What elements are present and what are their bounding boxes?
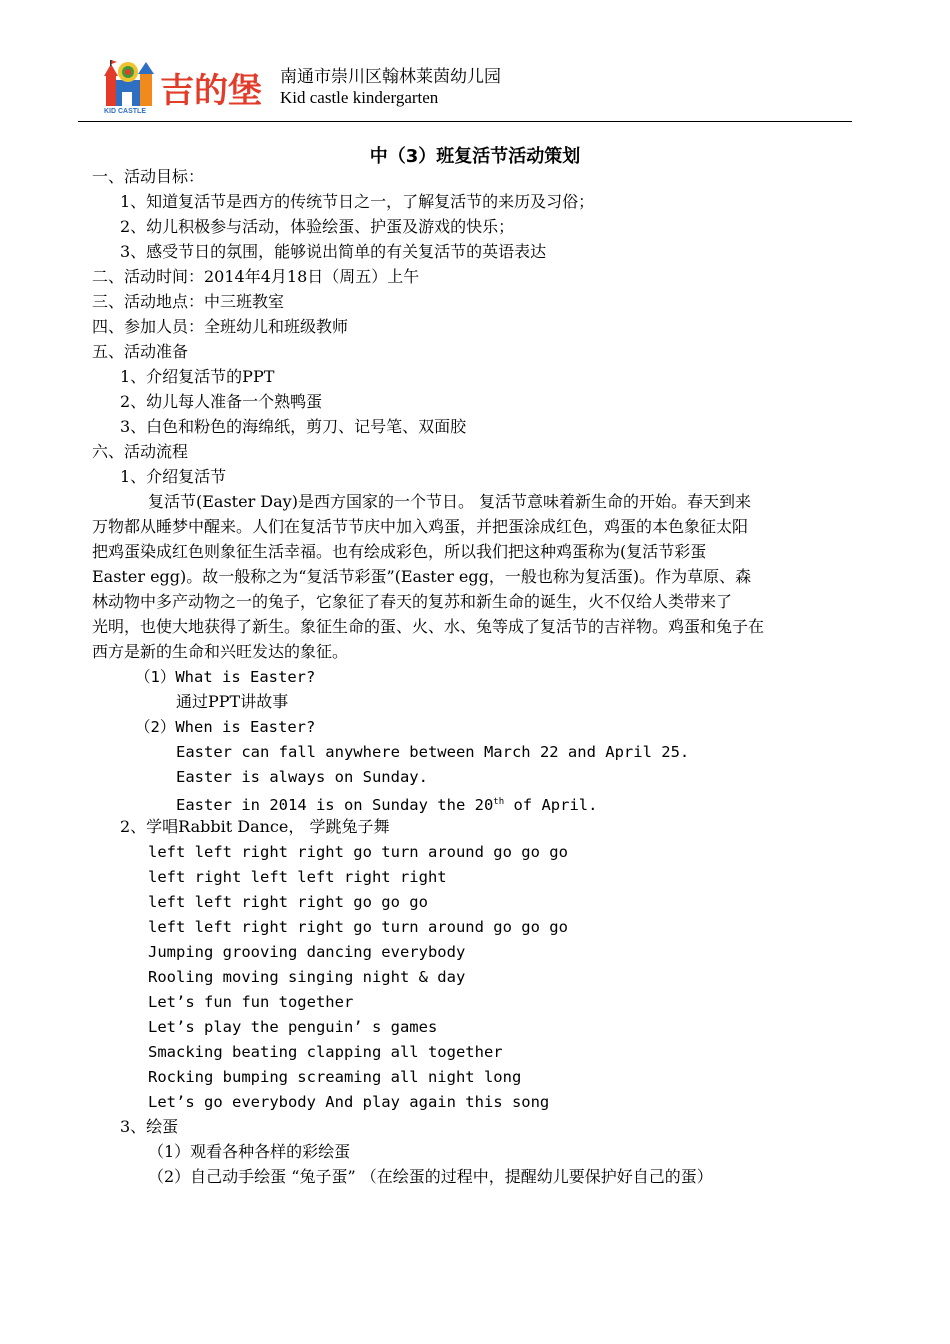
ordinal-suffix: th bbox=[493, 797, 505, 807]
lyric-line: Let’s go everybody And play again this song bbox=[148, 1093, 550, 1111]
lyric-line: Let’s fun fun together bbox=[148, 993, 354, 1011]
logo-text-en: KID CASTLE bbox=[104, 108, 146, 114]
subsection-heading: 1、介绍复活节 bbox=[120, 467, 227, 486]
paragraph-line: 把鸡蛋染成红色则象征生活幸福。也有绘成彩色，所以我们把这种鸡蛋称为(复活节彩蛋 bbox=[92, 542, 707, 561]
objective-item: 1、知道复活节是西方的传统节日之一，了解复活节的来历及习俗； bbox=[120, 192, 595, 211]
header-divider bbox=[78, 121, 852, 122]
lyric-line: Jumping grooving dancing everybody bbox=[148, 943, 466, 961]
question-item: （1）What is Easter? bbox=[135, 668, 316, 686]
answer-line: Easter can fall anywhere between March 22 and April 25. bbox=[176, 743, 690, 761]
lyric-line: left left right right go turn around go go go bbox=[148, 843, 568, 861]
school-name bbox=[280, 66, 501, 108]
preparation-item: 1、介绍复活节的PPT bbox=[120, 367, 275, 386]
kid-castle-logo bbox=[100, 58, 270, 114]
lyric-line: Let’s play the penguin’ s games bbox=[148, 1018, 438, 1036]
paragraph-line: Easter egg)。故一般称之为“复活节彩蛋”(Easter egg，一般也称为复活蛋)。作为草原、森 bbox=[92, 567, 752, 586]
letterhead bbox=[100, 58, 860, 118]
egg-step: （1）观看各种各样的彩绘蛋 bbox=[148, 1142, 351, 1161]
paragraph-line: 西方是新的生命和兴旺发达的象征。 bbox=[92, 642, 349, 661]
answer-text: Easter in 2014 is on Sunday the 20 bbox=[176, 796, 494, 815]
egg-step: （2）自己动手绘蛋 “兔子蛋” （在绘蛋的过程中，提醒幼儿要保护好自己的蛋） bbox=[148, 1167, 713, 1186]
subsection-heading: 2、学唱Rabbit Dance， 学跳兔子舞 bbox=[120, 817, 390, 836]
lyric-line: left left right right go go go bbox=[148, 893, 428, 911]
preparation-item: 3、白色和粉色的海绵纸，剪刀、记号笔、双面胶 bbox=[120, 417, 467, 436]
paragraph-line: 光明，也使大地获得了新生。象征生命的蛋、火、水、兔等成了复活节的吉祥物。鸡蛋和兔子在 bbox=[92, 617, 765, 636]
section-heading: 六、活动流程 bbox=[92, 442, 189, 461]
question-item: （2）When is Easter? bbox=[135, 718, 316, 736]
lyric-line: Rocking bumping screaming all night long bbox=[148, 1068, 522, 1086]
paragraph-line: 复活节(Easter Day)是西方国家的一个节日。 复活节意味着新生命的开始。春天到来 bbox=[148, 492, 752, 511]
logo-text-cn: 吉的堡 bbox=[160, 71, 262, 111]
answer-line: Easter is always on Sunday. bbox=[176, 768, 428, 786]
answer-line: 通过PPT讲故事 bbox=[176, 692, 289, 711]
answer-text: of April. bbox=[504, 796, 598, 815]
section-heading: 一、活动目标： bbox=[92, 167, 205, 186]
lyric-line: Smacking beating clapping all together bbox=[148, 1043, 503, 1061]
lyric-line: Rooling moving singing night & day bbox=[148, 968, 466, 986]
objective-item: 2、幼儿积极参与活动，体验绘蛋、护蛋及游戏的快乐； bbox=[120, 217, 515, 236]
section-heading: 四、参加人员：全班幼儿和班级教师 bbox=[92, 317, 349, 336]
document-title: 中（3）班复活节活动策划 bbox=[369, 146, 581, 167]
paragraph-line: 万物都从睡梦中醒来。人们在复活节节庆中加入鸡蛋，并把蛋涂成红色，鸡蛋的本色象征太阳 bbox=[92, 517, 749, 536]
lyric-line: left right left left right right bbox=[148, 868, 447, 886]
school-name-cn: 南通市崇川区翰林莱茵幼儿园 bbox=[280, 67, 501, 86]
objective-item: 3、感受节日的氛围，能够说出简单的有关复活节的英语表达 bbox=[120, 242, 547, 261]
preparation-item: 2、幼儿每人准备一个熟鸭蛋 bbox=[120, 392, 323, 411]
school-name-en: Kid castle kindergarten bbox=[280, 88, 439, 107]
answer-line bbox=[176, 792, 597, 815]
section-heading: 二、活动时间：2014年4月18日（周五）上午 bbox=[92, 267, 420, 286]
paragraph-line: 林动物中多产动物之一的兔子，它象征了春天的复苏和新生命的诞生，火不仅给人类带来了 bbox=[92, 592, 733, 611]
section-heading: 三、活动地点：中三班教室 bbox=[92, 292, 285, 311]
section-heading: 五、活动准备 bbox=[92, 342, 189, 361]
subsection-heading: 3、绘蛋 bbox=[120, 1117, 179, 1136]
lyric-line: left left right right go turn around go go go bbox=[148, 918, 568, 936]
